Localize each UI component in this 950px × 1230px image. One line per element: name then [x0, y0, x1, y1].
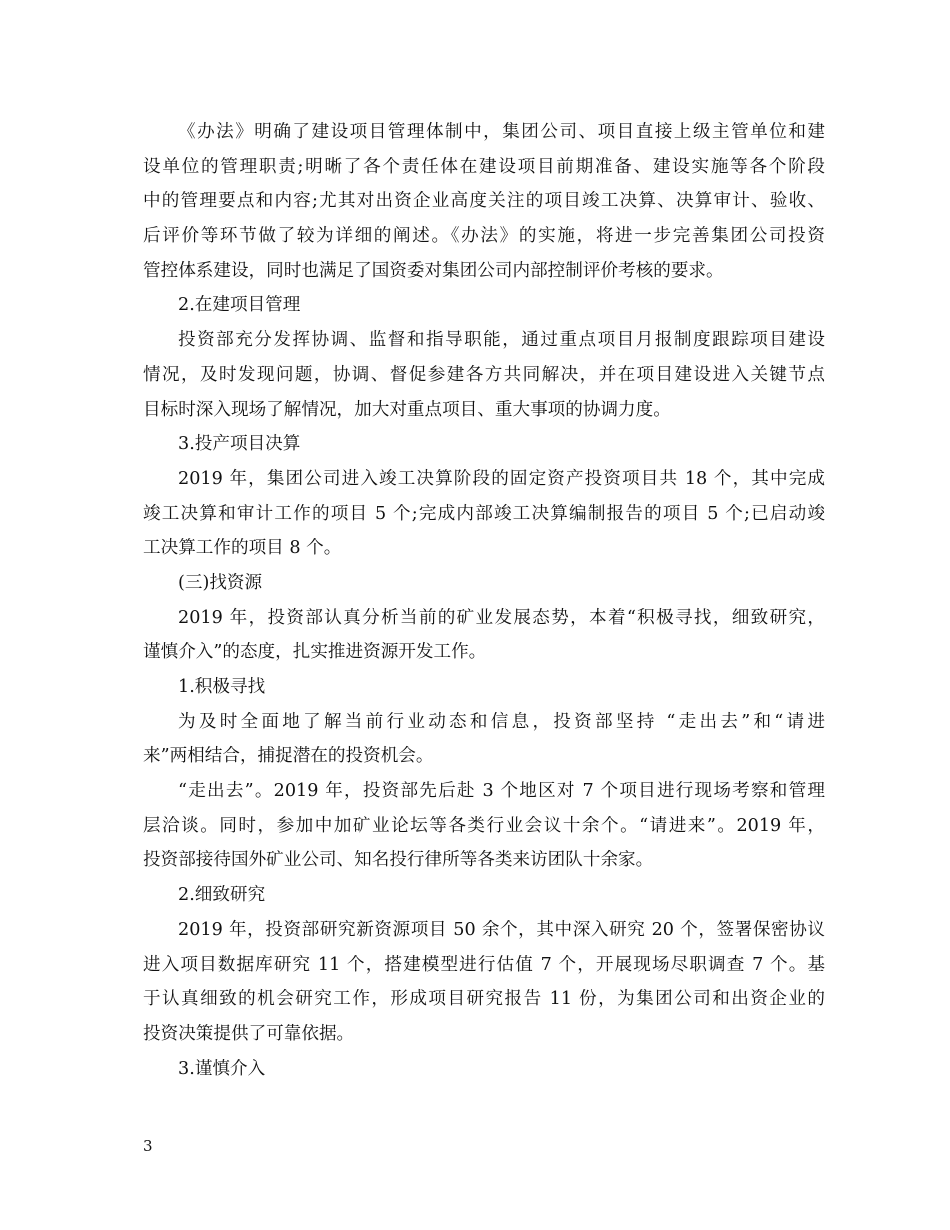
text-line: 3.投产项目决算	[178, 434, 301, 455]
text-line: (三)找资源	[178, 572, 263, 593]
text-line: 情况，及时发现问题，协调、督促参建各方共同解决，并在项目建设进入关键节点	[143, 364, 825, 385]
text-line: 来”两相结合，捕捉潜在的投资机会。	[143, 746, 434, 767]
text-line: 后评价等环节做了较为详细的阐述。《办法》的实施，将进一步完善集团公司投资	[143, 226, 825, 247]
text-line: 2019 年，集团公司进入竣工决算阶段的固定资产投资项目共 18 个，其中完成	[178, 468, 825, 489]
text-line: 设单位的管理职责;明晰了各个责任体在建设项目前期准备、建设实施等各个阶段	[143, 156, 825, 177]
text-line: 投资部充分发挥协调、监督和指导职能，通过重点项目月报制度跟踪项目建设	[178, 330, 825, 351]
page-number: 3	[143, 1137, 153, 1155]
text-line: 为及时全面地了解当前行业动态和信息，投资部坚持 “走出去”和“请进	[178, 711, 825, 732]
text-line: 管控体系建设，同时也满足了国资委对集团公司内部控制评价考核的要求。	[143, 260, 724, 281]
text-line: 2019 年，投资部认真分析当前的矿业发展态势，本着“积极寻找，细致研究，	[178, 607, 825, 628]
text-line: “走出去”。2019 年，投资部先后赴 3 个地区对 7 个项目进行现场考察和管理	[178, 781, 825, 802]
text-line: 2019 年，投资部研究新资源项目 50 余个，其中深入研究 20 个，签署保密协议	[178, 919, 825, 940]
text-line: 2.在建项目管理	[178, 295, 301, 316]
text-line: 投资决策提供了可靠依据。	[143, 1023, 355, 1044]
text-line: 《办法》明确了建设项目管理体制中，集团公司、项目直接上级主管单位和建	[178, 122, 825, 142]
text-line: 工决算工作的项目 8 个。	[143, 538, 342, 559]
text-line: 于认真细致的机会研究工作，形成项目研究报告 11 份，为集团公司和出资企业的	[143, 989, 825, 1010]
body-text	[143, 115, 825, 1086]
text-line: 中的管理要点和内容;尤其对出资企业高度关注的项目竣工决算、决算审计、验收、	[143, 191, 825, 212]
text-line: 进入项目数据库研究 11 个，搭建模型进行估值 7 个，开展现场尽职调查 7 个。基	[143, 954, 825, 975]
text-line: 2.细致研究	[178, 885, 266, 906]
text-line: 1.积极寻找	[178, 677, 266, 697]
text-line: 目标时深入现场了解情况，加大对重点项目、重大事项的协调力度。	[143, 399, 671, 420]
text-line: 投资部接待国外矿业公司、知名投行律所等各类来访团队十余家。	[143, 850, 654, 871]
text-line: 层洽谈。同时，参加中加矿业论坛等各类行业会议十余个。“请进来”。2019 年，	[143, 815, 825, 836]
text-line: 3.谨慎介入	[178, 1058, 266, 1079]
text-line: 谨慎介入”的态度，扎实推进资源开发工作。	[143, 642, 487, 663]
text-line: 竣工决算和审计工作的项目 5 个;完成内部竣工决算编制报告的项目 5 个;已启动竣	[143, 503, 825, 524]
